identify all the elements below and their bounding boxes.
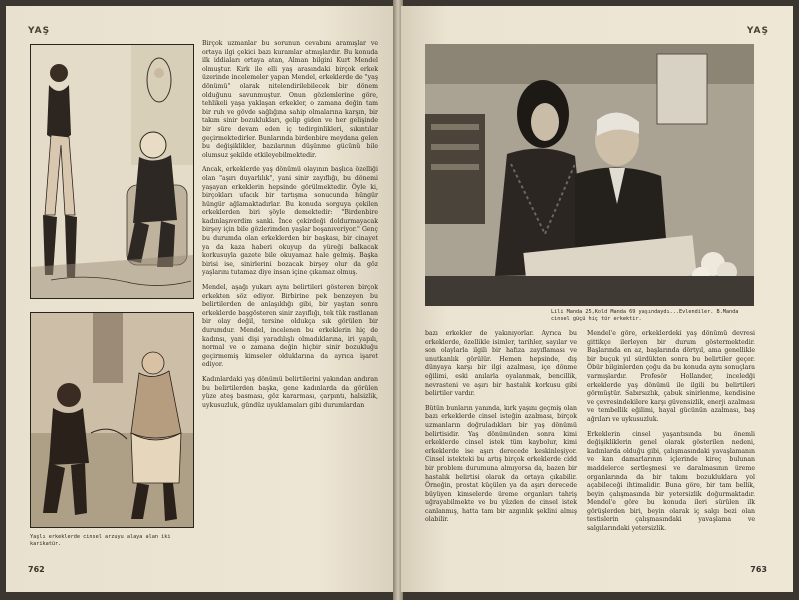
right-page-number: 763	[750, 565, 767, 574]
left-page-number: 762	[28, 565, 45, 574]
left-paragraph: Ancak, erkeklerde yaş dönümü olayının başlıca özelliği olan "aşırı duyarlılık", yani sinir zayıflığı, bu dönemi yaşayan erkeklerin hepsinde görülmektedir. Öyle ki, birçokları ufacık bir tartışma sonucunda hüngür hüngür ağlamaktadırlar. Bu konuda sorguya çekilen erkeklerden biri şöyle demektedir: "Birdenbire kadınlaşıverdim sanki. İnce çekirdeği doldurmayacak birşey için bile gözlerimden yaşlar boşanıveriyor." Genç bu durumda olan erkeklerden bir başkası, bir cinayet ya da kaza haberi okuyup da yüreği balkacak korkusuyla gazete bile okuyamaz hale gelmiş. Başka birisi ise, sinirlerini bozacak birşey olur da göz yaşlarını tutamaz diye insan içine çıkamaz olmuş.	[202, 166, 378, 277]
right-article-column-1	[425, 330, 577, 531]
left-cartoon-caption: Yaşlı erkeklerde cinsel arzuyu alaya alan iki karikatür.	[30, 534, 171, 547]
left-paragraph: Birçok uzmanlar bu sorunun cevabını aramışlar ve ortaya ilgi çekici bazı kuramlar atmışlardır. Bu konuda ilk iddiaları ortaya atan, Alman bilgini Kurt Mendel olmuştur. Kırk ile elli yaş arasındaki birçok erkek üzerinde incelemeler yapan Mendel, erkeklerde de "yaş dönümü" olarak nitelendirilebilecek bir dönem olduğunu savunmuştur. Onun gözlemlerine göre, tehlikeli yaşa yaklaşan erkekler, o zamana değin tam bir ruh ve gövde sağlığına sahip olmalarına karşın, bir takım sinir bozuklukları, gelip giden ve her gelişinde bir süre devam eden iç tedirginlikleri, sıkıntılar geçirmektedirler. Bunlarında birdenbire meydana gelen bu değişiklikler, bazılarının düşünme gücünü bile olumsuz şekilde etkileyebilmektedir.	[202, 40, 378, 159]
right-paragraph: bazı erkekler de yakınıyorlar. Ayrıca bu erkeklerde, özellikle isimler, tarihler, sayılar ve son olaylarla ilgili bir hafıza zayıflaması ve unutkanlık görülür. Hemen hepsinde, dış dünyaya karşı bir ilgi azalması, içe dönme eğilimi, eski anılarla oyalanmak, bencillik, nevrasteni ve aşırı bir hastalık korkusu gibi belirtiler vardır.	[425, 330, 577, 398]
right-paragraph: Erkeklerin cinsel yaşantısında bu önemli değişikliklerin genel olarak gösterilen nedeni, kadınlarda olduğu gibi, çalışmasındaki yavaşlamanın ve kan damarlarının içlerinde kireç bulunan maddelerce sertleşmesi ve daralmasının üreme organlarında da bir takım bozukluklara yol açabileceği ihtimalidir. Buna göre, bir tam bellik, beyin çalışmasında bir yetersizlik doğurmaktadır. Mendel'e göre bu konuda ileri sürülen ilk görüşlerden biri, beyin olarak iç salgı bezi olan testislerin çalışmasındaki yavaşlama ve salgılarındaki yetersizlik.	[587, 430, 755, 533]
right-page	[401, 6, 793, 592]
cartoon-illustration-bottom	[30, 312, 194, 528]
right-paragraph: Bütün bunların yanında, kırk yaşını geçmiş olan bazı erkeklerde cinsel isteğin azalması, birçok uzmanların doğruladıkları bir yaş dönümü belirtisidir. Yaş dönümünden sonra kimi erkeklerde cinsel istek tüm kaybolur, kimi erkeklerde ise aşırı derecede keskinleşiyor. Cinsel istekteki bu artış birçok erkeklerde cidd bir problem durumuna almıyorsa da, bazen bir hastalık belirtisi olarak da ortaya çıkabilir. Örneğin, prostat küçülen ya da aşırı derecede büyüyen kimselerde üreme organları tahriş uğrayabilmekte ve bu yüzden de cinsel istek canlanmış, hatta tam bir azgınlık şeklini almış olabilir.	[425, 404, 577, 524]
left-article-column	[202, 40, 378, 416]
right-paragraph: Mendel'e göre, erkeklerdeki yaş dönümü devresi gittikçe ilerleyen bir durum göstermektedir. Başlarında en az, başlarında dörtyıl, ama genellikle bir buçuk yıl sürdükten sonra bu belirtiler geçer. Öbür bilginlerden çoğu da bu konuda aynı sonuçlara varmışlardır. Profesör Hollander, inceledği erkeklerde yaş dönümü ile ilgili bu belirtileri görmüştür. Sabırsızlık, çabuk sinirlenme, kendisine ve çevresindekilere karşı güvensizlik, enerji azalması ve tembellik eğilimi, hayal gücünün azalması, baş ağrıları ve uykusuzluk.	[587, 330, 755, 423]
cartoon-illustration-top	[30, 44, 194, 299]
photo-caption: Lili Manda 25,Kold Manda 69 yaşındaydı...Evlendiler. B.Manda cinsel güçü hiç tür erkektir.	[551, 309, 739, 322]
left-paragraph: Kadınlardaki yaş dönümü belirtilerini yakından andıran bu belirtilerden başka, gene kadınlarda da görülen yüze ateş basması, göz kararması, çarpıntı, halsizlik, uykusuzluk, gündüz uyuklamaları gibi durumlardan	[202, 375, 378, 409]
couple-photograph	[425, 44, 754, 306]
left-running-head: YAŞ	[28, 26, 51, 36]
right-running-head: YAŞ	[746, 26, 769, 36]
right-article-column-2	[587, 330, 755, 540]
left-paragraph: Mendel, aşağı yukarı aynı belirtileri gösteren birçok erkekten söz ediyor. Birbirine pek benzeyen bu belirtilerden de anlaşıldığı gibi, bir yaştan sonra erkeklerde başgösteren sinir zayıflığı, tek tük rastlanan bir olay değil, tersine oldukça sık görülen bir durumdur. Mendel, incelenen bu erkeklerin hiç de kadınsı, yani dişi yaradılışlı olmadıklarına, iri yapılı, normal ve o zamana değin hiçbir sinir bozukluğu geçirmemiş kimseler olduklarına da ayrıca işaret ediyor.	[202, 284, 378, 369]
left-page	[6, 6, 395, 592]
